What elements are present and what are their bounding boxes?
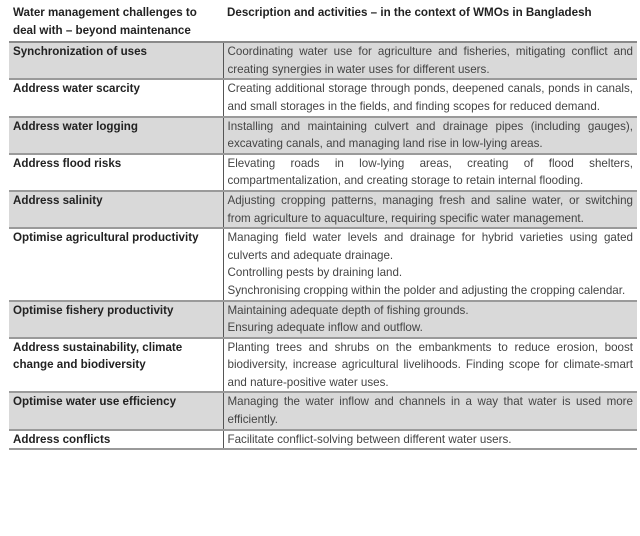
header-description: Description and activities – in the context of WMOs in Bangladesh [227, 6, 592, 19]
description-paragraph: Installing and maintaining culvert and drainage pipes (including gauges), excavating canals, and managing land rise in low-lying areas. [227, 119, 633, 151]
description-cell [223, 42, 637, 79]
table-body [9, 42, 637, 449]
description-cell [223, 191, 637, 228]
table-row [9, 301, 637, 338]
challenge-cell: Address flood risks [13, 156, 122, 170]
description-paragraph: Planting trees and shrubs on the embankments to reduce erosion, boost biodiversity, increase agricultural livelihoods. Finding scope for climate-smart and nature-positive water uses. [227, 340, 633, 389]
description-paragraph: Creating additional storage through ponds, deepened canals, ponds in canals, and small storages in the fields, and finding scopes for reduced demand. [227, 82, 633, 113]
description-paragraph: Coordinating water use for agriculture and fisheries, mitigating conflict and creating synergies in water uses for different users. [227, 45, 633, 76]
challenge-cell: Synchronization of uses [9, 42, 223, 79]
table-row [9, 430, 637, 450]
challenge-cell: Address sustainability, climate change and biodiversity [13, 340, 183, 372]
description-cell [223, 79, 637, 116]
table-row [9, 191, 637, 228]
description-paragraph: Facilitate conflict-solving between different water users. [227, 432, 512, 446]
challenge-cell: Address salinity [9, 191, 223, 228]
description-paragraph: Elevating roads in low-lying areas, creating of flood shelters, compartmentalization, and creating storage to retain internal flooding. [227, 156, 633, 188]
water-management-table [9, 4, 637, 450]
water-management-table-container [9, 4, 637, 450]
description-cell [223, 301, 637, 338]
table-row [9, 338, 637, 393]
description-paragraph: Maintaining adequate depth of fishing grounds. [227, 303, 469, 317]
challenge-cell: Optimise agricultural productivity [13, 231, 199, 245]
description-paragraph: Adjusting cropping patterns, managing fresh and saline water, or switching from agriculture to aquaculture, requiring specific water management. [227, 193, 633, 225]
description-cell [223, 154, 637, 191]
description-paragraph: Controlling pests by draining land. [227, 266, 403, 280]
challenge-cell: Address conflicts [13, 432, 111, 446]
description-paragraph: Managing field water levels and drainage for hybrid varieties using gated culverts and adequate drainage. [227, 231, 633, 262]
description-cell [223, 338, 637, 393]
header-challenge: Water management challenges to deal with – beyond maintenance [13, 6, 197, 37]
table-row [9, 42, 637, 79]
table-row [9, 154, 637, 191]
description-paragraph: Managing the water inflow and channels in a way that water is used more efficiently. [227, 395, 633, 427]
description-cell [223, 392, 637, 429]
description-cell [223, 430, 637, 450]
table-row [9, 228, 637, 300]
challenge-cell: Address water scarcity [13, 82, 140, 96]
challenge-cell: Optimise water use efficiency [9, 392, 223, 429]
challenge-cell: Address water logging [9, 117, 223, 154]
description-paragraph: Synchronising cropping within the polder and adjusting the cropping calendar. [227, 283, 626, 297]
challenge-cell: Optimise fishery productivity [9, 301, 223, 338]
table-row [9, 79, 637, 116]
table-header-row [9, 4, 637, 42]
description-cell [223, 117, 637, 154]
description-paragraph: Ensuring adequate inflow and outflow. [227, 321, 423, 335]
description-cell [223, 228, 637, 300]
table-row [9, 392, 637, 429]
table-row [9, 117, 637, 154]
